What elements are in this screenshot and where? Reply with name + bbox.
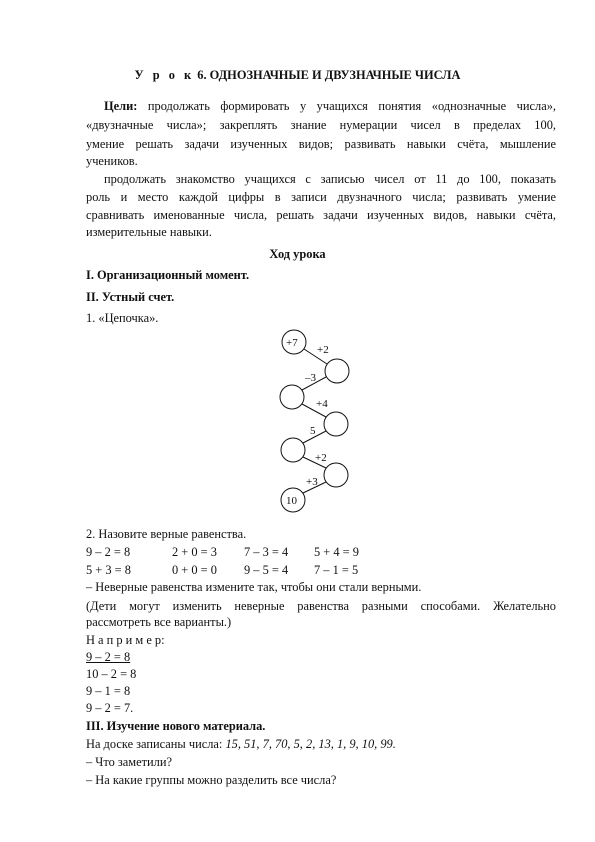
board-line xyxy=(86,737,396,752)
equation: 7 – 3 = 4 xyxy=(244,545,289,559)
goals-p1-line-4: учеников. xyxy=(86,154,138,168)
question-2: – На какие группы можно разделить все числа? xyxy=(86,773,337,787)
chain-circle-3 xyxy=(280,385,304,409)
chain-op-2: –3 xyxy=(305,372,316,384)
goals-p2-line-2: роль и место каждой цифры в записи двузначного числа; развивать умение xyxy=(86,190,556,204)
section-2-heading: II. Устный счет. xyxy=(86,290,175,304)
course-heading: Ход урока xyxy=(269,247,326,261)
section-3-heading: III. Изучение нового материала. xyxy=(86,719,266,733)
goals-p1-line-2: «двузначные числа»; закреплять знание нумерации чисел в пределах 100, xyxy=(86,118,556,132)
title-prefix: У р о к xyxy=(134,68,195,82)
goals-p2-line-1: продолжать знакомство учащихся с записью чисел от 11 до 100, показать xyxy=(104,172,556,186)
equation: 2 + 0 = 3 xyxy=(172,545,217,559)
example-4: 9 – 2 = 7. xyxy=(86,701,134,715)
equation: 5 + 3 = 8 xyxy=(86,563,131,577)
note-line-1: (Дети могут изменить неверные равенства разными способами. Желательно xyxy=(86,599,556,613)
goals-p2-line-3: сравнивать именованные числа, решать задачи изученных видов, навыки счёта, xyxy=(86,208,556,222)
goals-p1-line-3: умение решать задачи изученных видов; развивать навыки счёта, мышление xyxy=(86,137,556,151)
equation: 0 + 0 = 0 xyxy=(172,563,217,577)
chain-circle-5 xyxy=(281,438,305,462)
task-1-label: 1. «Цепочка». xyxy=(86,311,159,325)
equation: 9 – 2 = 8 xyxy=(86,545,131,559)
equation: 9 – 5 = 4 xyxy=(244,563,289,577)
example-1: 9 – 2 = 8 xyxy=(86,650,131,664)
chain-circle-6 xyxy=(324,463,348,487)
task-2-label: 2. Назовите верные равенства. xyxy=(86,527,247,541)
section-1-heading: I. Организационный момент. xyxy=(86,268,250,282)
board-numbers: 15, 51, 7, 70, 5, 2, 13, 1, 9, 10, 99. xyxy=(225,737,396,751)
example-3: 9 – 1 = 8 xyxy=(86,684,131,698)
equation: 7 – 1 = 5 xyxy=(314,563,359,577)
chain-op-5: +2 xyxy=(315,452,327,464)
note-line-2: рассмотреть все варианты.) xyxy=(86,615,232,629)
chain-circle-4 xyxy=(324,412,348,436)
chain-circle-2 xyxy=(325,359,349,383)
goals-p2-line-4: измерительные навыки. xyxy=(86,225,212,239)
instruction-text: – Неверные равенства измените так, чтобы они стали верными. xyxy=(86,580,422,594)
example-label: Н а п р и м е р: xyxy=(86,633,165,647)
chain-op-1: +2 xyxy=(317,344,329,356)
board-text: На доске записаны числа: xyxy=(86,737,226,751)
chain-op-4: 5 xyxy=(310,425,316,437)
example-2: 10 – 2 = 8 xyxy=(86,667,137,681)
chain-op-6: +3 xyxy=(306,476,318,488)
goals-p1-line-1: продолжать формировать у учащихся понятия «однозначные числа», xyxy=(137,99,556,113)
chain-end-label: 10 xyxy=(286,495,297,507)
goals-label: Цели: xyxy=(104,99,138,113)
chain-op-3: +4 xyxy=(316,398,328,410)
chain-start-label: +7 xyxy=(286,337,298,349)
question-1: – Что заметили? xyxy=(86,755,172,769)
title-text: 6. ОДНОЗНАЧНЫЕ И ДВУЗНАЧНЫЕ ЧИСЛА xyxy=(197,68,461,82)
equation: 5 + 4 = 9 xyxy=(314,545,359,559)
